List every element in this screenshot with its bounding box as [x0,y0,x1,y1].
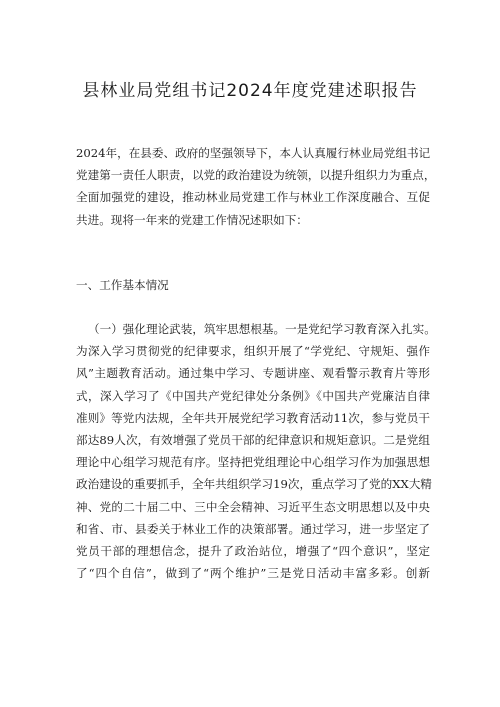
text-line: 共进。现将一年来的党建工作情况述职如下： [76,212,308,227]
section-heading: 一、工作基本情况 [76,278,169,292]
text-line: 和省、市、县委关于林业工作的决策部署。通过学习，进一步坚定了 [76,521,430,536]
text-line: 为深入学习贯彻党的纪律要求，组织开展了“学党纪、守规矩、强作 [76,344,430,359]
text-line: 理论中心组学习规范有序。坚持把党组理论中心组学习作为加强思想 [76,455,430,470]
intro-paragraph [76,142,436,231]
text-line: 部达89人次，有效增强了党员干部的纪律意识和规矩意识。二是党组 [76,433,430,448]
text-line: 式，深入学习了《中国共产党纪律处分条例》《中国共产党廉洁自律 [76,388,430,403]
text-line: 党员干部的理想信念，提升了政治站位，增强了“四个意识”，坚定 [76,544,430,559]
text-line: 神、党的二十届二中、三中全会精神、习近平生态文明思想以及中央 [76,499,430,514]
text-line: （一）强化理论武装，筑牢思想根基。一是党纪学习教育深入扎实。 [88,322,436,336]
section-paragraph [76,318,436,584]
text-line: 政治建设的重要抓手，全年共组织学习19次，重点学习了党的XX大精 [76,477,432,492]
text-line: 2024年，在县委、政府的坚强领导下，本人认真履行林业局党组书记 [76,146,431,160]
text-line: 全面加强党的建设，推动林业局党建工作与林业工作深度融合、互促 [76,190,430,205]
text-line: 了“四个自信”，做到了“两个维护”三是党日活动丰富多彩。创新 [76,566,430,581]
text-line: 党建第一责任人职责，以党的政治建设为统领，以提升组织力为重点， [76,168,436,183]
document-title: 县林业局党组书记2024年度党建述职报告 [82,81,418,101]
text-line: 准则》等党内法规，全年共开展党纪学习教育活动11次，参与党员干 [76,410,430,425]
text-line: 风”主题教育活动。通过集中学习、专题讲座、观看警示教育片等形 [76,366,430,381]
